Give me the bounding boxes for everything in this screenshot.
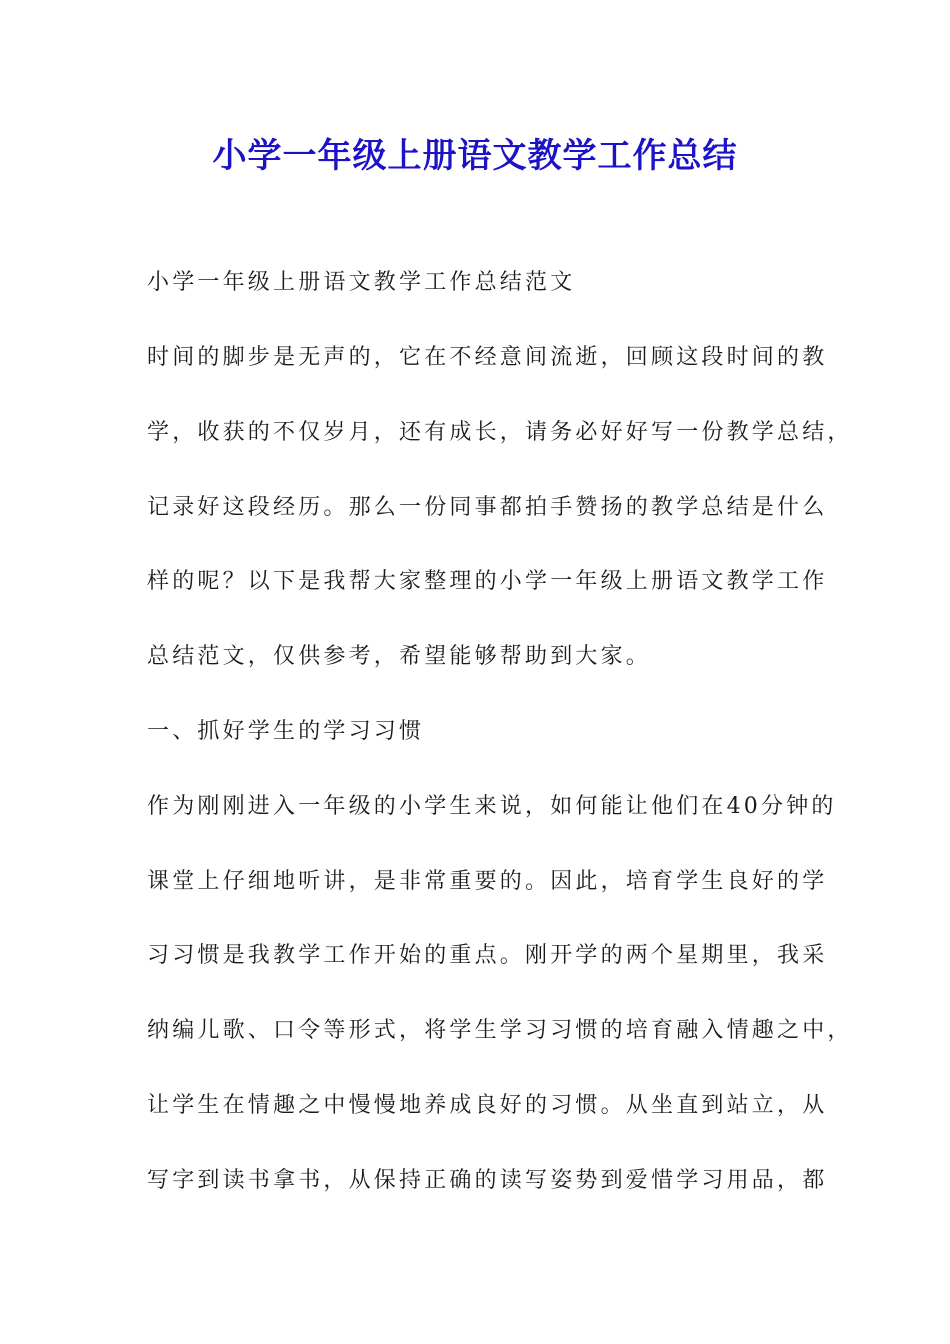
paragraph-line: 学，收获的不仅岁月，还有成长，请务必好好写一份教学总结， bbox=[147, 420, 853, 445]
paragraph-line: 纳编儿歌、口令等形式，将学生学习习惯的培育融入情趣之中， bbox=[147, 1018, 853, 1043]
paragraph-line: 作为刚刚进入一年级的小学生来说，如何能让他们在40分钟的 bbox=[147, 794, 837, 819]
paragraph-line: 让学生在情趣之中慢慢地养成良好的习惯。从坐直到站立，从 bbox=[147, 1093, 828, 1118]
paragraph-line: 写字到读书拿书，从保持正确的读写姿势到爱惜学习用品，都 bbox=[147, 1168, 828, 1193]
subtitle-line: 小学一年级上册语文教学工作总结范文 bbox=[147, 270, 576, 295]
document-title: 小学一年级上册语文教学工作总结 bbox=[212, 136, 738, 176]
paragraph-line: 习习惯是我教学工作开始的重点。刚开学的两个星期里，我采 bbox=[147, 943, 828, 968]
paragraph-line: 课堂上仔细地听讲，是非常重要的。因此，培育学生良好的学 bbox=[147, 869, 828, 894]
paragraph-line: 样的呢？以下是我帮大家整理的小学一年级上册语文教学工作 bbox=[147, 569, 828, 594]
paragraph-line: 记录好这段经历。那么一份同事都拍手赞扬的教学总结是什么 bbox=[147, 495, 828, 520]
paragraph-line: 时间的脚步是无声的，它在不经意间流逝，回顾这段时间的教 bbox=[147, 345, 828, 370]
section-heading: 一、抓好学生的学习习惯 bbox=[147, 719, 425, 744]
paragraph-line: 总结范文，仅供参考，希望能够帮助到大家。 bbox=[147, 644, 652, 669]
